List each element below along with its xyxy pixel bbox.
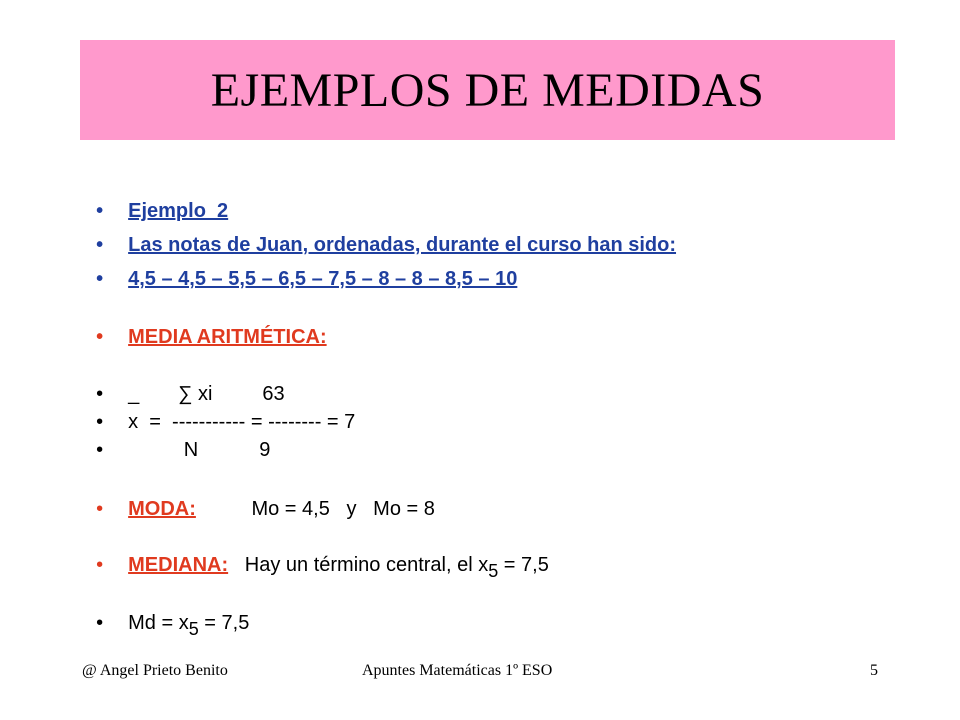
description-text: Las notas de Juan, ordenadas, durante el curso han sido: — [128, 234, 677, 256]
bullet-dot: • — [96, 612, 104, 634]
example-label: Ejemplo_2 — [128, 200, 229, 222]
moda-label: MODA: — [128, 498, 196, 520]
bullet-moda — [85, 470, 435, 520]
formula-denominator: N 9 — [128, 439, 271, 461]
bullet-dot: • — [96, 326, 104, 348]
bullet-dot: • — [96, 498, 104, 520]
md-subscript: 5 — [188, 619, 199, 639]
slide-title: EJEMPLOS DE MEDIDAS — [210, 63, 765, 117]
media-label: MEDIA ARITMÉTICA: — [128, 326, 327, 348]
bullet-dot: • — [96, 411, 104, 433]
footer-course: Apuntes Matemáticas 1º ESO — [362, 662, 553, 679]
bullet-media — [85, 298, 327, 348]
bullet-dot: • — [96, 268, 104, 290]
footer-author: @ Angel Prieto Benito — [82, 662, 228, 679]
formula-mid — [85, 383, 356, 433]
data-series-text: 4,5 – 4,5 – 5,5 – 6,5 – 7,5 – 8 – 8 – 8,5 – 10 — [128, 268, 518, 290]
bullet-dot: • — [96, 234, 104, 256]
formula-top — [85, 355, 285, 405]
bullet-dot: • — [96, 439, 104, 461]
formula-bottom — [85, 411, 271, 461]
mediana-value: = 7,5 — [498, 554, 549, 576]
mediana-label: MEDIANA: — [128, 554, 229, 576]
footer-page-number: 5 — [870, 662, 878, 679]
md-value: = 7,5 — [198, 612, 250, 634]
bullet-ejemplo — [85, 172, 229, 222]
bullet-dot: • — [96, 200, 104, 222]
bullet-description — [85, 206, 677, 256]
bullet-dot: • — [96, 383, 104, 405]
title-banner — [80, 40, 895, 140]
mediana-text: Hay un término central, el x — [228, 554, 489, 576]
formula-numerator: _ ∑ xi 63 — [128, 383, 285, 405]
formula-fraction-line: x = ----------- = -------- = 7 — [128, 411, 356, 433]
moda-value: Mo = 4,5 y Mo = 8 — [195, 498, 435, 520]
mediana-subscript: 5 — [488, 561, 499, 581]
bullet-data-series — [85, 240, 518, 290]
bullet-md — [85, 584, 250, 639]
bullet-dot: • — [96, 554, 104, 576]
bullet-mediana — [85, 526, 549, 581]
md-text: Md = x — [128, 612, 189, 634]
